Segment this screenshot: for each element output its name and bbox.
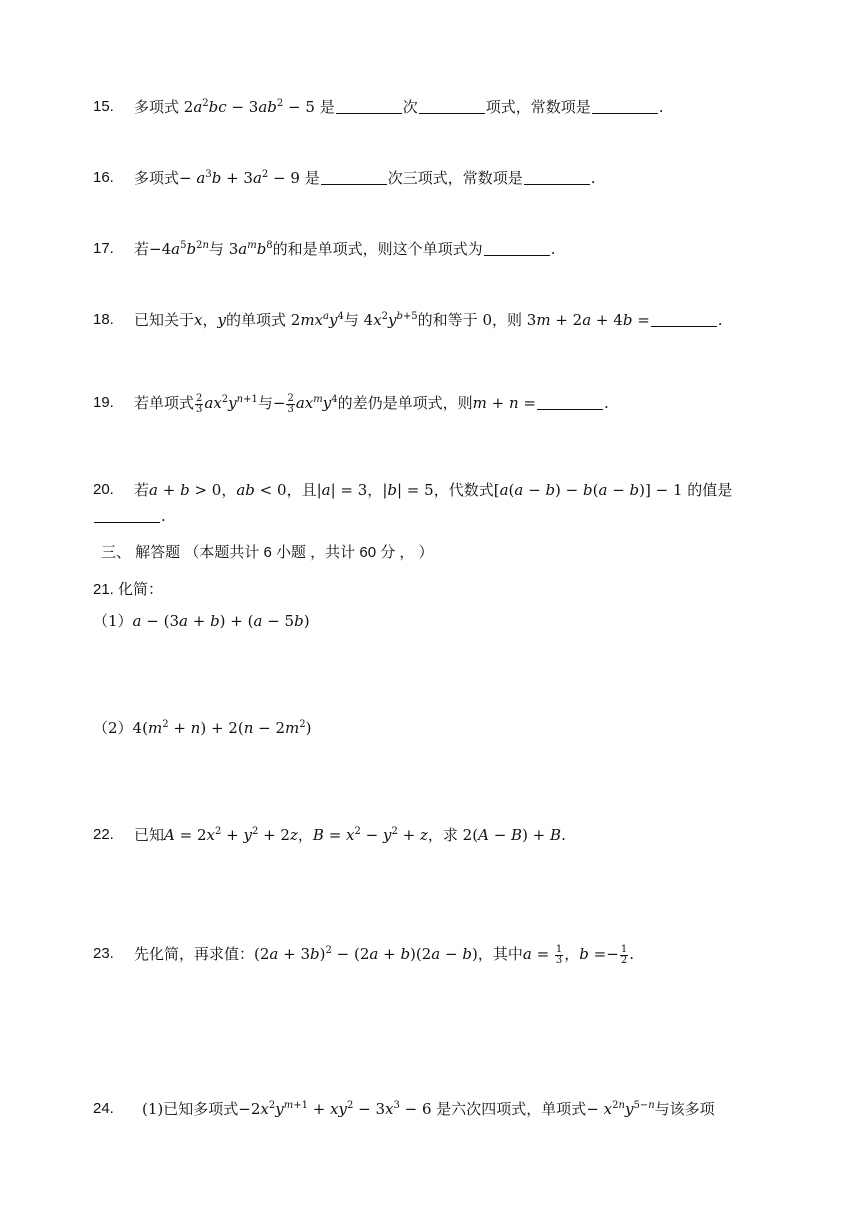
answer-blank[interactable] — [524, 170, 590, 185]
math-expression: $-4a^5b^{2n}$ — [149, 240, 209, 258]
math-expression: $4(m^2 + n) + 2(n - 2m^2)$ — [132, 719, 312, 737]
section-heading: 三、 解答题 （本题共计 6 小题 ，共计 60 分 ， ） — [101, 544, 434, 561]
fraction: $\frac{2}{3}$ — [287, 392, 294, 415]
question-number: 19. — [93, 394, 114, 411]
math-expression: $-2x^2y^{m+1} + xy^2 - 3x^3 - 6$ — [238, 1100, 432, 1118]
math-expression: $A = 2x^2 + y^2 + 2z$ — [164, 826, 298, 844]
math-expression: − $x^{2n}y^{5-n}$ — [586, 1100, 655, 1118]
math-expression: $(2a + 3b)^2 - (2a + b)(2a - b)$ — [254, 945, 478, 963]
math-expression: m + n = — [472, 394, 536, 412]
math-expression: a + b > 0 — [149, 481, 222, 499]
answer-blank[interactable] — [592, 99, 658, 114]
math-expression: − $a^3b + 3a^2 - 9$ — [179, 169, 300, 187]
fraction: $\frac{2}{3}$ — [196, 392, 203, 415]
answer-blank[interactable] — [419, 99, 485, 114]
answer-blank[interactable] — [484, 241, 550, 256]
math-expression: a − (3a + b) + (a − 5b) — [132, 612, 310, 630]
math-expression: $3a^mb^8$ — [228, 240, 273, 258]
answer-blank[interactable] — [336, 99, 402, 114]
math-expression: $4x^2y^{b+5}$ — [363, 311, 418, 329]
question-number: 24. — [93, 1100, 114, 1117]
question-number: 22. — [93, 826, 114, 843]
math-expression: |a| = 3 — [316, 481, 368, 499]
math-expression: $ax^my^4$ — [295, 394, 338, 412]
math-expression: $ax^2y^{n+1}$ — [204, 394, 258, 412]
answer-blank[interactable] — [651, 312, 717, 327]
question-number: 23. — [93, 945, 114, 962]
question-number: 15. — [93, 98, 114, 115]
answer-blank[interactable] — [94, 508, 160, 523]
question-number: 18. — [93, 311, 114, 328]
math-expression: 2(A − B) + B — [462, 826, 562, 844]
question-21-title: 21. 化简： — [93, 581, 164, 598]
question-number: 20. — [93, 481, 114, 498]
math-expression: 3m + 2a + 4b = — [526, 311, 650, 329]
math-expression: [a(a − b) − b(a − b)] − 1 — [493, 481, 683, 499]
math-expression: $2a^2bc - 3ab^2 - 5$ — [183, 98, 315, 116]
math-expression: $B = x^2 - y^2 + z$ — [312, 826, 428, 844]
math-expression: a = $\frac{1}{3}$ — [522, 943, 563, 966]
math-expression: b =− $\frac{1}{2}$ — [579, 943, 628, 966]
math-expression: $2mx^ay^4$ — [290, 311, 344, 329]
math-expression: |b| = 5 — [382, 481, 434, 499]
question-number: 16. — [93, 169, 114, 186]
math-expression: ab < 0 — [236, 481, 287, 499]
answer-blank[interactable] — [321, 170, 387, 185]
answer-blank[interactable] — [537, 395, 603, 410]
question-number: 17. — [93, 240, 114, 257]
